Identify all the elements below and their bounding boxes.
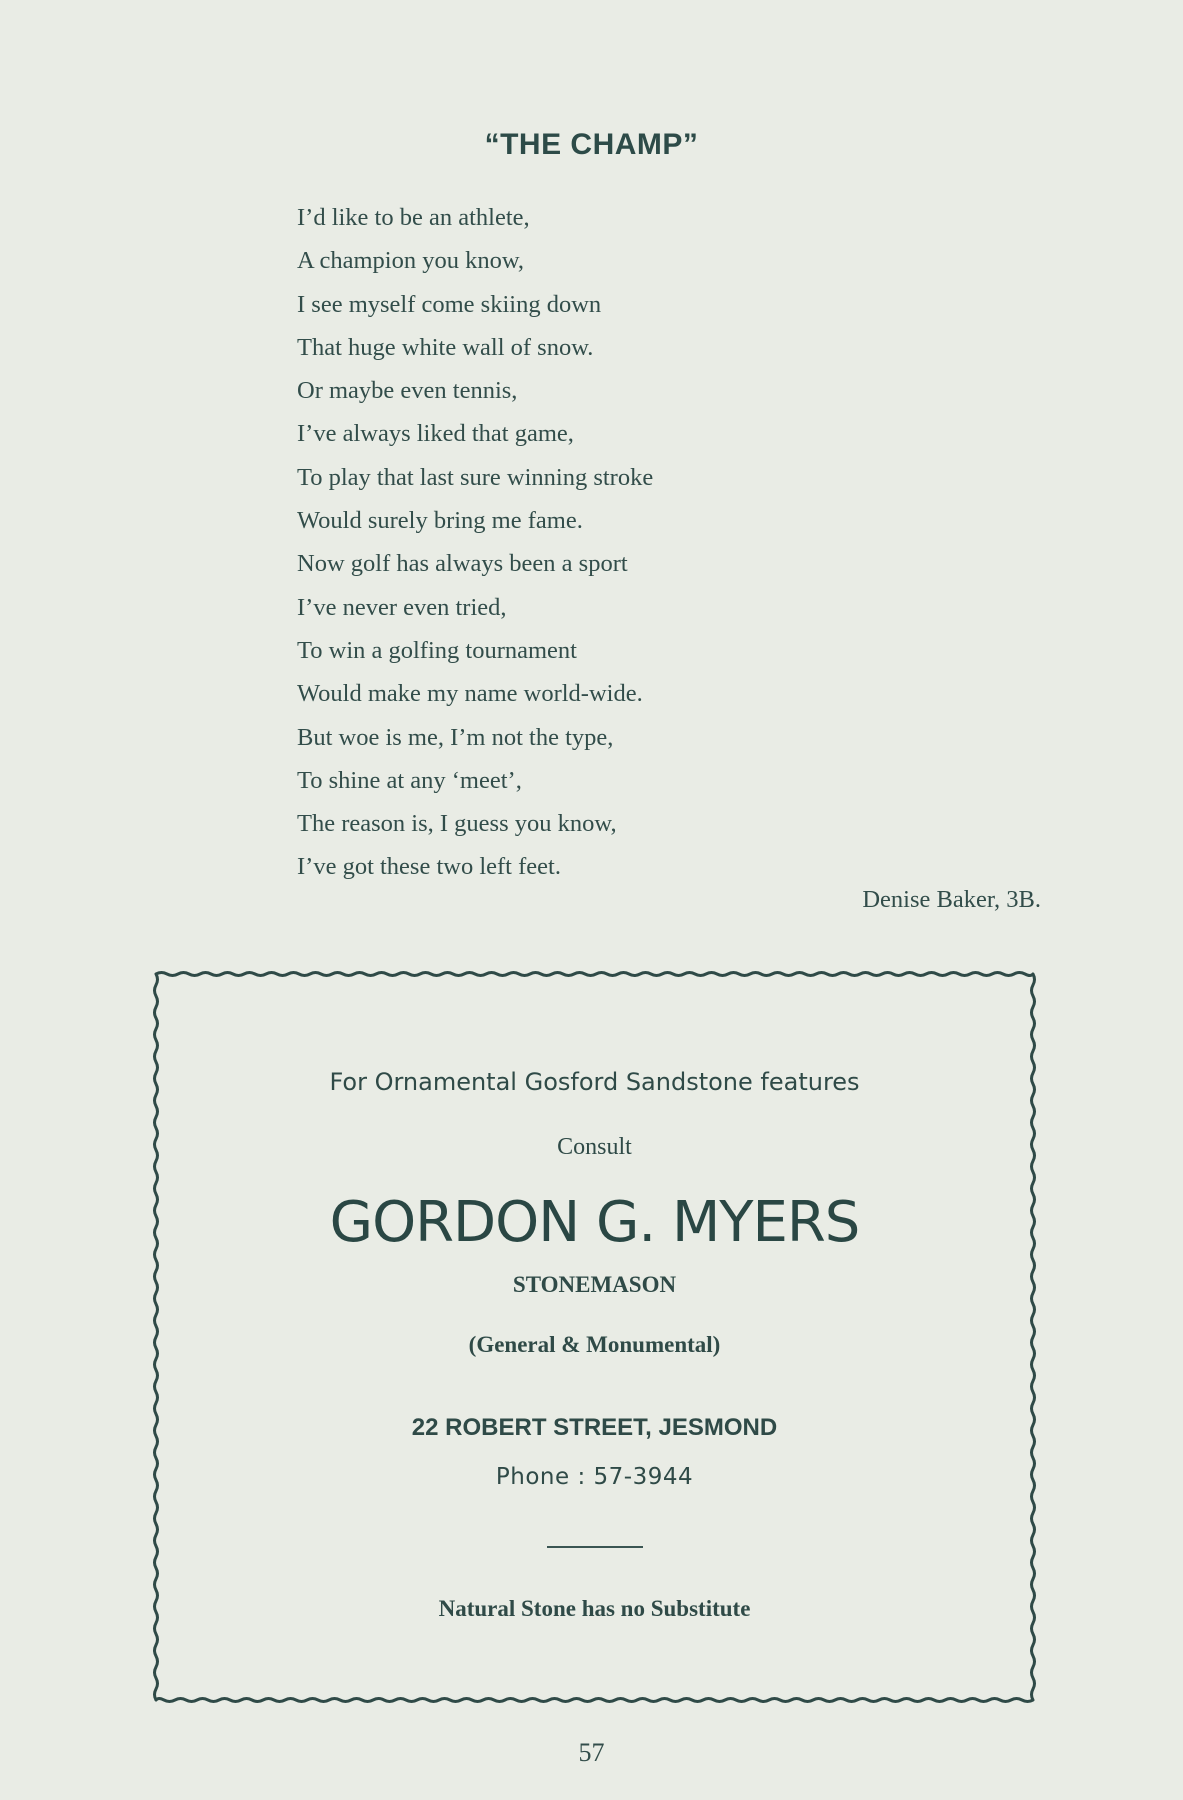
poem-line: I’ve always liked that game, [297,420,574,448]
poem-line: That huge white wall of snow. [297,333,594,361]
ad-consult: Consult [557,1134,632,1160]
poem-line: I’ve never even tried, [297,593,507,621]
advertisement-box [152,968,1037,1706]
poem-line: Would surely bring me fame. [297,507,583,535]
poem-author: Denise Baker, 3B. [862,886,1041,913]
ad-business-name: GORDON G. MYERS [329,1190,860,1255]
ad-divider [547,1546,643,1548]
poem-body [297,196,857,889]
ad-trade: STONEMASON [512,1272,677,1297]
poem-line: To shine at any ‘meet’, [297,766,522,794]
ad-phone: Phone : 57-3944 [495,1464,694,1490]
poem-line: Now golf has always been a sport [297,550,628,578]
ad-intro: For Ornamental Gosford Sandstone features [329,1068,860,1096]
poem-line: I’ve got these two left feet. [297,853,561,881]
poem-line: To play that last sure winning stroke [297,463,654,491]
page-number: 57 [578,1738,605,1767]
poem-line: Would make my name world-wide. [297,680,643,708]
poem-line: The reason is, I guess you know, [297,810,617,838]
poem-line: I’d like to be an athlete, [297,204,530,231]
poem-title: “THE CHAMP” [484,128,699,161]
poem-line: To win a golfing tournament [297,636,577,664]
ad-address: 22 ROBERT STREET, JESMOND [411,1414,778,1441]
ad-motto: Natural Stone has no Substitute [438,1596,751,1621]
poem-line: A champion you know, [297,247,525,275]
poem-line: But woe is me, I’m not the type, [297,723,614,751]
ad-specialty: (General & Monumental) [468,1332,721,1357]
poem-line: Or maybe even tennis, [297,377,518,405]
poem-line: I see myself come skiing down [297,290,602,318]
